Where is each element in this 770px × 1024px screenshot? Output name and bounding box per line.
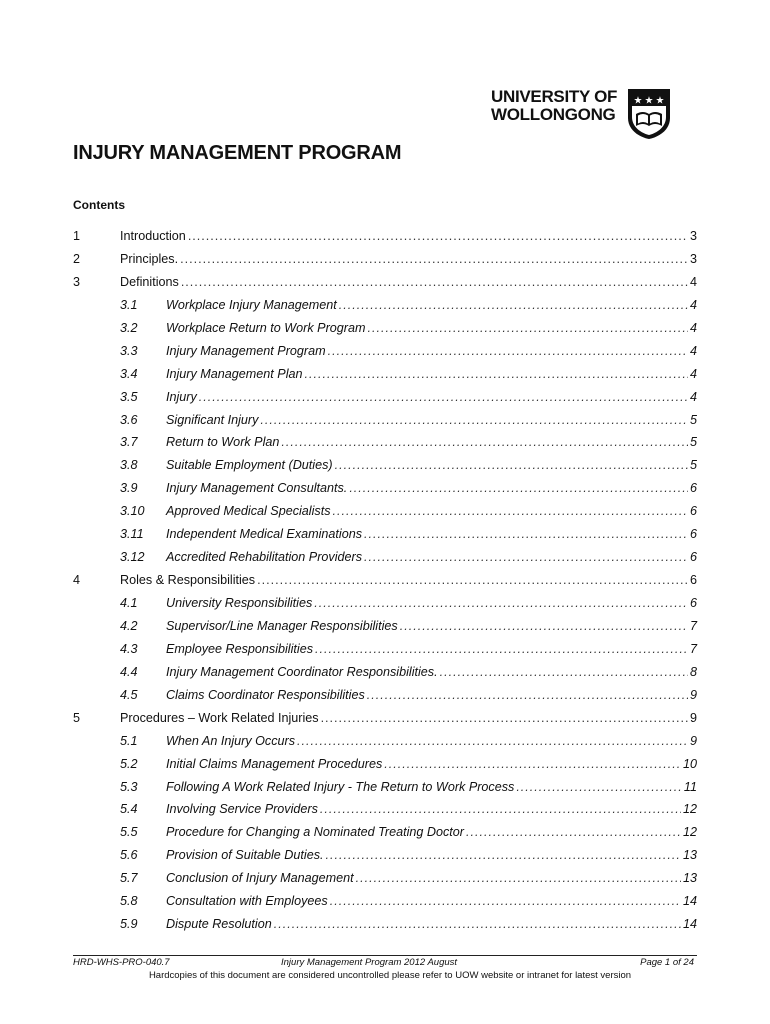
- toc-entry-label: When An Injury Occurs: [166, 733, 296, 748]
- toc-entry-number: 5.8: [120, 894, 138, 909]
- toc-leader-dots: [384, 753, 681, 776]
- toc-entry[interactable]: [73, 684, 697, 707]
- logo-line-1: UNIVERSITY OF: [491, 87, 618, 106]
- toc-leader-dots: [367, 684, 688, 707]
- toc-entry-label: Injury Management Plan: [166, 366, 303, 381]
- toc-entry-line: [166, 317, 697, 340]
- toc-entry-number: 5.2: [120, 756, 138, 771]
- toc-entry-number: 3.5: [120, 389, 138, 404]
- toc-entry-label: Definitions: [120, 274, 179, 289]
- toc-entry[interactable]: [73, 477, 697, 500]
- footer-document-title: Injury Management Program 2012 August: [281, 957, 458, 968]
- toc-entry[interactable]: [73, 730, 697, 753]
- svg-text:★: ★: [655, 95, 665, 107]
- toc-leader-dots: [314, 592, 688, 615]
- toc-entry-number: 3.2: [120, 320, 138, 335]
- toc-entry-label: Consultation with Employees: [166, 894, 328, 909]
- toc-entry-line: [166, 454, 697, 477]
- toc-leader-dots: [326, 844, 681, 867]
- toc-leader-dots: [180, 248, 688, 271]
- toc-entry-page: 12: [682, 802, 697, 817]
- toc-entry-number: 1: [73, 229, 81, 243]
- toc-entry-line: [166, 730, 697, 753]
- toc-entry-label: Provision of Suitable Duties.: [166, 848, 324, 863]
- toc-entry[interactable]: [73, 271, 697, 294]
- toc-entry[interactable]: [73, 776, 697, 799]
- toc-entry-label: Initial Claims Management Procedures: [166, 756, 383, 771]
- toc-entry[interactable]: [73, 431, 697, 454]
- toc-entry-label: Conclusion of Injury Management: [166, 871, 354, 886]
- toc-entry-label: Workplace Injury Management: [166, 297, 337, 312]
- toc-leader-dots: [356, 867, 681, 890]
- toc-entry-line: [166, 821, 697, 844]
- toc-entry-page: 5: [689, 435, 697, 450]
- toc-entry-line: [120, 248, 697, 271]
- toc-leader-dots: [274, 913, 681, 936]
- footer-page-number: Page 1 of 24: [640, 957, 694, 968]
- toc-entry-page: 11: [683, 779, 697, 794]
- toc-entry-page: 6: [689, 504, 697, 519]
- toc-entry-page: 6: [689, 527, 697, 542]
- toc-entry-number: 4.3: [120, 641, 138, 656]
- toc-entry[interactable]: [73, 615, 697, 638]
- toc-entry-page: 4: [689, 366, 697, 381]
- toc-entry-page: 4: [689, 389, 697, 404]
- footer-uncontrolled-note: Hardcopies of this document are considered uncontrolled please refer to UOW website or intranet for latest version: [148, 970, 632, 981]
- toc-entry-line: [166, 638, 697, 661]
- toc-leader-dots: [328, 340, 688, 363]
- toc-entry-label: Independent Medical Examinations: [166, 527, 363, 542]
- toc-entry-page: 6: [689, 573, 697, 588]
- toc-entry-label: Principles.: [120, 251, 179, 266]
- toc-leader-dots: [330, 890, 681, 913]
- toc-entry-line: [120, 569, 697, 592]
- toc-entry-page: 13: [682, 848, 697, 863]
- toc-entry-line: [166, 431, 697, 454]
- toc-entry-page: 12: [682, 825, 697, 840]
- toc-entry-line: [166, 592, 697, 615]
- toc-entry-label: Injury: [166, 389, 197, 404]
- toc-entry-label: Dispute Resolution: [166, 917, 272, 932]
- toc-entry-page: 6: [689, 550, 697, 565]
- toc-entry-label: Approved Medical Specialists: [166, 504, 331, 519]
- toc-leader-dots: [315, 638, 688, 661]
- toc-entry[interactable]: [73, 661, 697, 684]
- toc-entry[interactable]: [73, 409, 697, 432]
- toc-entry-line: [166, 684, 697, 707]
- table-of-contents: [73, 225, 697, 936]
- svg-text:★: ★: [644, 95, 654, 107]
- document-title: INJURY MANAGEMENT PROGRAM: [73, 142, 402, 164]
- toc-entry-page: 10: [682, 756, 697, 771]
- toc-entry-label: Accredited Rehabilitation Providers: [166, 550, 363, 565]
- toc-entry-number: 3.7: [120, 435, 138, 450]
- toc-entry[interactable]: [73, 569, 697, 592]
- toc-entry[interactable]: [73, 500, 697, 523]
- toc-entry[interactable]: [73, 821, 697, 844]
- toc-entry-label: Supervisor/Line Manager Responsibilities: [166, 618, 398, 633]
- toc-leader-dots: [440, 661, 688, 684]
- toc-leader-dots: [367, 317, 688, 340]
- toc-entry-line: [166, 844, 697, 867]
- contents-heading: Contents: [73, 198, 125, 212]
- toc-entry[interactable]: [73, 454, 697, 477]
- toc-entry[interactable]: [73, 798, 697, 821]
- toc-entry-line: [166, 386, 697, 409]
- toc-entry-label: Procedure for Changing a Nominated Treating Doctor: [166, 825, 464, 840]
- toc-leader-dots: [364, 523, 688, 546]
- toc-entry-number: 5.1: [120, 733, 138, 748]
- toc-entry-page: 3: [689, 229, 697, 243]
- toc-entry-line: [166, 798, 697, 821]
- toc-entry-line: [166, 615, 697, 638]
- logo-line-2: WOLLONGONG: [491, 105, 616, 124]
- toc-entry[interactable]: [73, 890, 697, 913]
- toc-entry-page: 4: [689, 274, 697, 289]
- toc-entry-label: Workplace Return to Work Program: [166, 320, 366, 335]
- toc-entry-line: [166, 776, 697, 799]
- toc-entry-number: 5: [73, 710, 81, 725]
- toc-entry-line: [166, 753, 697, 776]
- toc-entry-line: [166, 340, 697, 363]
- toc-entry-line: [166, 913, 697, 936]
- toc-entry-page: 14: [682, 917, 697, 932]
- toc-entry-label: Injury Management Consultants.: [166, 481, 348, 496]
- toc-entry-line: [166, 294, 697, 317]
- toc-entry-line: [166, 890, 697, 913]
- toc-entry-number: 5.3: [120, 779, 138, 794]
- toc-entry-label: Claims Coordinator Responsibilities: [166, 687, 365, 702]
- logo-wordmark: [491, 88, 617, 124]
- toc-entry-line: [166, 661, 697, 684]
- toc-entry[interactable]: [73, 363, 697, 386]
- toc-entry-label: Injury Management Program: [166, 343, 326, 358]
- crest-shield-icon: [627, 88, 671, 140]
- toc-leader-dots: [516, 776, 682, 799]
- toc-leader-dots: [321, 707, 688, 730]
- toc-entry-number: 4.4: [120, 664, 138, 679]
- toc-entry-line: [166, 867, 697, 890]
- toc-entry-number: 3.11: [120, 527, 144, 542]
- toc-entry-line: [120, 225, 697, 248]
- svg-text:★: ★: [633, 95, 643, 107]
- toc-leader-dots: [281, 431, 688, 454]
- toc-entry-page: 7: [689, 618, 697, 633]
- toc-entry-page: 7: [689, 641, 697, 656]
- toc-entry-label: Procedures – Work Related Injuries: [120, 710, 319, 725]
- toc-entry-number: 3.10: [120, 504, 145, 519]
- toc-entry-number: 3.9: [120, 481, 138, 496]
- toc-entry-number: 5.7: [120, 871, 138, 886]
- toc-entry[interactable]: [73, 317, 697, 340]
- toc-entry[interactable]: [73, 248, 697, 271]
- toc-entry-label: Introduction: [120, 229, 186, 243]
- toc-entry-label: Employee Responsibilities: [166, 641, 313, 656]
- toc-entry-number: 3.12: [120, 550, 145, 565]
- toc-entry-number: 4.1: [120, 596, 138, 610]
- toc-entry-number: 4.5: [120, 687, 138, 702]
- toc-leader-dots: [320, 798, 681, 821]
- toc-entry-line: [166, 546, 697, 569]
- toc-entry[interactable]: [73, 867, 697, 890]
- toc-entry[interactable]: [73, 638, 697, 661]
- toc-entry-label: Return to Work Plan: [166, 435, 280, 450]
- toc-entry-label: Involving Service Providers: [166, 802, 318, 817]
- toc-entry[interactable]: [73, 546, 697, 569]
- toc-leader-dots: [364, 546, 688, 569]
- toc-entry-number: 3: [73, 274, 81, 289]
- toc-entry[interactable]: [73, 592, 697, 615]
- toc-entry-page: 3: [689, 251, 697, 266]
- toc-entry-page: 6: [689, 481, 697, 496]
- toc-leader-dots: [188, 225, 688, 248]
- toc-entry-number: 4: [73, 573, 81, 588]
- toc-entry[interactable]: [73, 340, 697, 363]
- toc-entry-line: [166, 523, 697, 546]
- toc-leader-dots: [333, 500, 688, 523]
- toc-leader-dots: [339, 294, 688, 317]
- toc-entry-label: Significant Injury: [166, 412, 259, 427]
- toc-entry-label: Suitable Employment (Duties): [166, 458, 333, 473]
- toc-entry-line: [166, 409, 697, 432]
- toc-entry-number: 4.2: [120, 618, 138, 633]
- toc-entry-label: University Responsibilities: [166, 596, 313, 610]
- toc-leader-dots: [466, 821, 681, 844]
- toc-entry[interactable]: [73, 844, 697, 867]
- toc-entry[interactable]: [73, 707, 697, 730]
- footer-divider: [73, 955, 697, 956]
- toc-entry-number: 3.3: [120, 343, 138, 358]
- toc-leader-dots: [199, 386, 688, 409]
- toc-entry-number: 2: [73, 251, 81, 266]
- toc-leader-dots: [335, 454, 688, 477]
- toc-entry[interactable]: [73, 913, 697, 936]
- toc-entry-page: 6: [689, 596, 697, 610]
- toc-entry[interactable]: [73, 523, 697, 546]
- toc-entry-page: 13: [682, 871, 697, 886]
- toc-entry-page: 9: [689, 687, 697, 702]
- toc-entry-label: Roles & Responsibilities: [120, 573, 256, 588]
- toc-entry-label: Following A Work Related Injury - The Return to Work Process: [166, 779, 515, 794]
- toc-entry-line: [166, 477, 697, 500]
- toc-entry-page: 14: [682, 894, 697, 909]
- toc-entry-number: 5.5: [120, 825, 138, 840]
- toc-leader-dots: [181, 271, 688, 294]
- toc-entry-label: Injury Management Coordinator Responsibilities.: [166, 664, 438, 679]
- toc-entry-page: 9: [689, 710, 697, 725]
- toc-entry-page: 8: [689, 664, 697, 679]
- toc-leader-dots: [297, 730, 688, 753]
- toc-leader-dots: [305, 363, 688, 386]
- toc-entry-line: [120, 271, 697, 294]
- toc-entry-page: 4: [689, 297, 697, 312]
- toc-entry-number: 3.8: [120, 458, 138, 473]
- toc-entry[interactable]: [73, 294, 697, 317]
- toc-entry-page: 4: [689, 343, 697, 358]
- toc-leader-dots: [349, 477, 688, 500]
- toc-entry-line: [166, 500, 697, 523]
- toc-leader-dots: [400, 615, 688, 638]
- toc-entry-number: 5.4: [120, 802, 138, 817]
- toc-entry-number: 3.6: [120, 412, 138, 427]
- toc-entry-number: 3.4: [120, 366, 138, 381]
- toc-entry-number: 5.9: [120, 917, 138, 932]
- toc-leader-dots: [260, 409, 688, 432]
- toc-entry-line: [166, 363, 697, 386]
- toc-entry-line: [120, 707, 697, 730]
- toc-entry-page: 9: [689, 733, 697, 748]
- toc-entry[interactable]: [73, 225, 697, 248]
- toc-entry[interactable]: [73, 753, 697, 776]
- toc-entry[interactable]: [73, 386, 697, 409]
- toc-entry-page: 4: [689, 320, 697, 335]
- toc-leader-dots: [257, 569, 688, 592]
- toc-entry-number: 5.6: [120, 848, 138, 863]
- toc-entry-page: 5: [689, 458, 697, 473]
- toc-entry-page: 5: [689, 412, 697, 427]
- toc-entry-number: 3.1: [120, 297, 138, 312]
- university-logo: [491, 88, 671, 140]
- footer-document-code: HRD-WHS-PRO-040.7: [73, 957, 170, 968]
